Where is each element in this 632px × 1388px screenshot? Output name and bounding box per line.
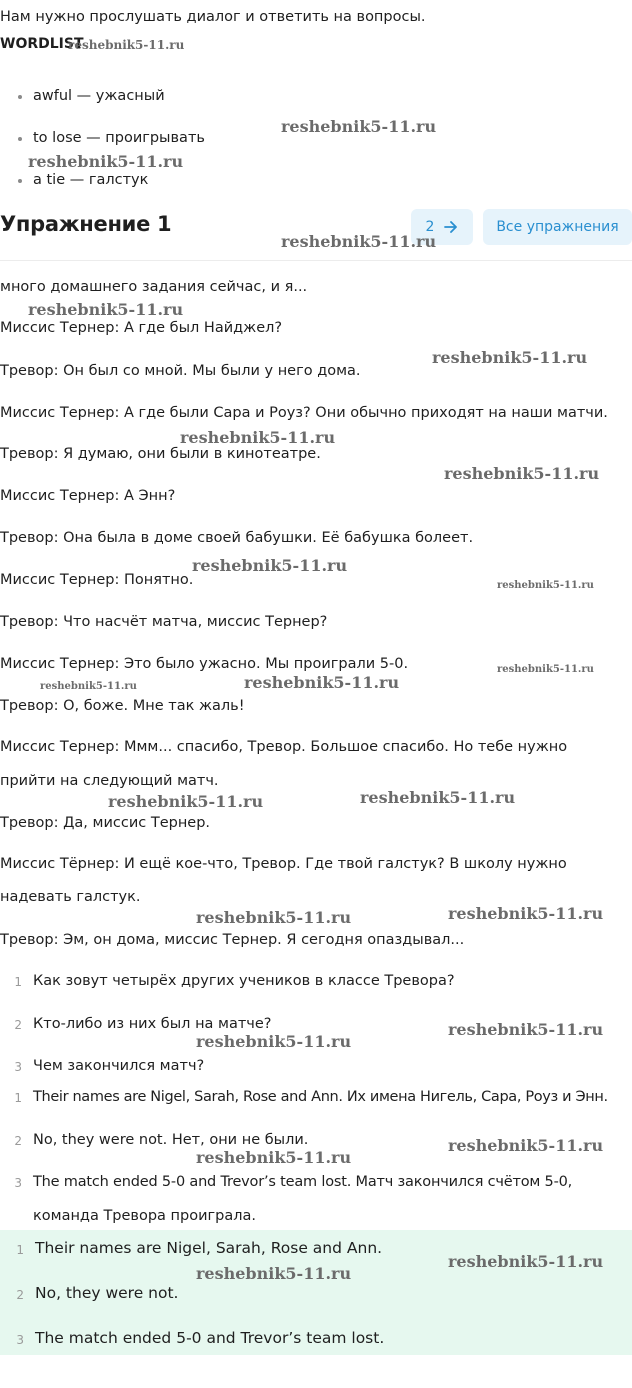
watermark: reshebnik5-11.ru (40, 681, 137, 692)
dialogue-line: много домашнего задания сейчас, и я... (0, 279, 308, 295)
answer-number: 3 (14, 1176, 22, 1190)
dialogue-line: Тревор: Эм, он дома, миссис Тернер. Я сегодня опаздывал... (0, 932, 465, 948)
question-number: 1 (14, 975, 22, 989)
watermark: reshebnik5-11.ru (196, 1032, 352, 1051)
all-exercises-button[interactable]: Все упражнения (483, 209, 632, 245)
dialogue-line: Тревор: О, боже. Мне так жаль! (0, 698, 245, 714)
watermark: reshebnik5-11.ru (28, 300, 184, 319)
dialogue-line: Миссис Тернер: А где был Найджел? (0, 320, 283, 336)
dialogue-line: Миссис Тернер: А Энн? (0, 488, 176, 504)
answer-number: 1 (14, 1091, 22, 1105)
dialogue-line: Миссис Тернер: А где были Сара и Роуз? Они обычно приходят на наши матчи. (0, 405, 608, 421)
wordlist-item: to lose — проигрывать (33, 130, 205, 146)
dialogue-line: Тревор: Я думаю, они были в кинотеатре. (0, 446, 321, 462)
next-exercise-label: 2 (425, 219, 435, 235)
question-number: 3 (14, 1060, 22, 1074)
answer-number: 3 (16, 1333, 24, 1347)
watermark: reshebnik5-11.ru (281, 117, 437, 136)
watermark: reshebnik5-11.ru (28, 152, 184, 171)
dialogue-line: Тревор: Он был со мной. Мы были у него дома. (0, 363, 361, 379)
watermark: reshebnik5-11.ru (180, 428, 336, 447)
final-answer: The match ended 5-0 and Trevor’s team lost. (35, 1329, 385, 1347)
watermark: reshebnik5-11.ru (448, 1252, 604, 1271)
arrow-right-icon (444, 221, 458, 233)
dialogue-line: Миссис Тернер: Ммм... спасибо, Тревор. Большое спасибо. Но тебе нужно (0, 739, 568, 755)
watermark: reshebnik5-11.ru (244, 673, 400, 692)
translated-answer: The match ended 5-0 and Trevor’s team lost. Матч закончился счётом 5-0, (33, 1174, 573, 1190)
question-number: 2 (14, 1018, 22, 1032)
translated-answer: No, they were not. Нет, они не были. (33, 1132, 309, 1148)
exercise-title: Упражнение 1 (0, 212, 172, 236)
bullet-dot-icon (18, 179, 22, 183)
translated-answer: команда Тревора проиграла. (33, 1208, 257, 1224)
intro-text: Нам нужно прослушать диалог и ответить на вопросы. (0, 9, 426, 25)
watermark: reshebnik5-11.ru (432, 348, 588, 367)
watermark: reshebnik5-11.ru (448, 1020, 604, 1039)
watermark: reshebnik5-11.ru (360, 788, 516, 807)
dialogue-line: надевать галстук. (0, 889, 141, 905)
bullet-dot-icon (18, 137, 22, 141)
dialogue-line: Тревор: Она была в доме своей бабушки. Её бабушка болеет. (0, 530, 474, 546)
watermark: reshebnik5-11.ru (448, 1136, 604, 1155)
header-divider (0, 260, 632, 261)
watermark: reshebnik5-11.ru (196, 1264, 352, 1283)
dialogue-line: Тревор: Что насчёт матча, миссис Тернер? (0, 614, 328, 630)
watermark: reshebnik5-11.ru (497, 664, 594, 675)
watermark: reshebnik5-11.ru (444, 464, 600, 483)
dialogue-line: Тревор: Да, миссис Тернер. (0, 815, 211, 831)
final-answer: Their names are Nigel, Sarah, Rose and Ann. (35, 1239, 383, 1257)
wordlist-title: WORDLIST (0, 36, 84, 52)
bullet-dot-icon (18, 95, 22, 99)
wordlist-item: awful — ужасный (33, 88, 165, 104)
watermark: reshebnik5-11.ru (497, 580, 594, 591)
answer-number: 1 (16, 1243, 24, 1257)
watermark: reshebnik5-11.ru (196, 1148, 352, 1167)
dialogue-line: прийти на следующий матч. (0, 773, 219, 789)
translated-answer: Their names are Nigel, Sarah, Rose and Ann. Их имена Нигель, Сара, Роуз и Энн. (33, 1089, 608, 1105)
final-answer: No, they were not. (35, 1284, 179, 1302)
watermark: reshebnik5-11.ru (192, 556, 348, 575)
question-text: Кто-либо из них был на матче? (33, 1016, 272, 1032)
watermark: reshebnik5-11.ru (108, 792, 264, 811)
question-text: Как зовут четырёх других учеников в классе Тревора? (33, 973, 455, 989)
answer-number: 2 (14, 1134, 22, 1148)
answer-number: 2 (16, 1288, 24, 1302)
dialogue-line: Миссис Тёрнер: И ещё кое-что, Тревор. Где твой галстук? В школу нужно (0, 856, 567, 872)
watermark: reshebnik5-11.ru (68, 38, 185, 52)
watermark: reshebnik5-11.ru (448, 904, 604, 923)
watermark: reshebnik5-11.ru (281, 232, 437, 251)
dialogue-line: Миссис Тернер: Понятно. (0, 572, 194, 588)
watermark: reshebnik5-11.ru (196, 908, 352, 927)
question-text: Чем закончился матч? (33, 1058, 205, 1074)
wordlist-item: a tie — галстук (33, 172, 149, 188)
dialogue-line: Миссис Тернер: Это было ужасно. Мы проиграли 5-0. (0, 656, 409, 672)
